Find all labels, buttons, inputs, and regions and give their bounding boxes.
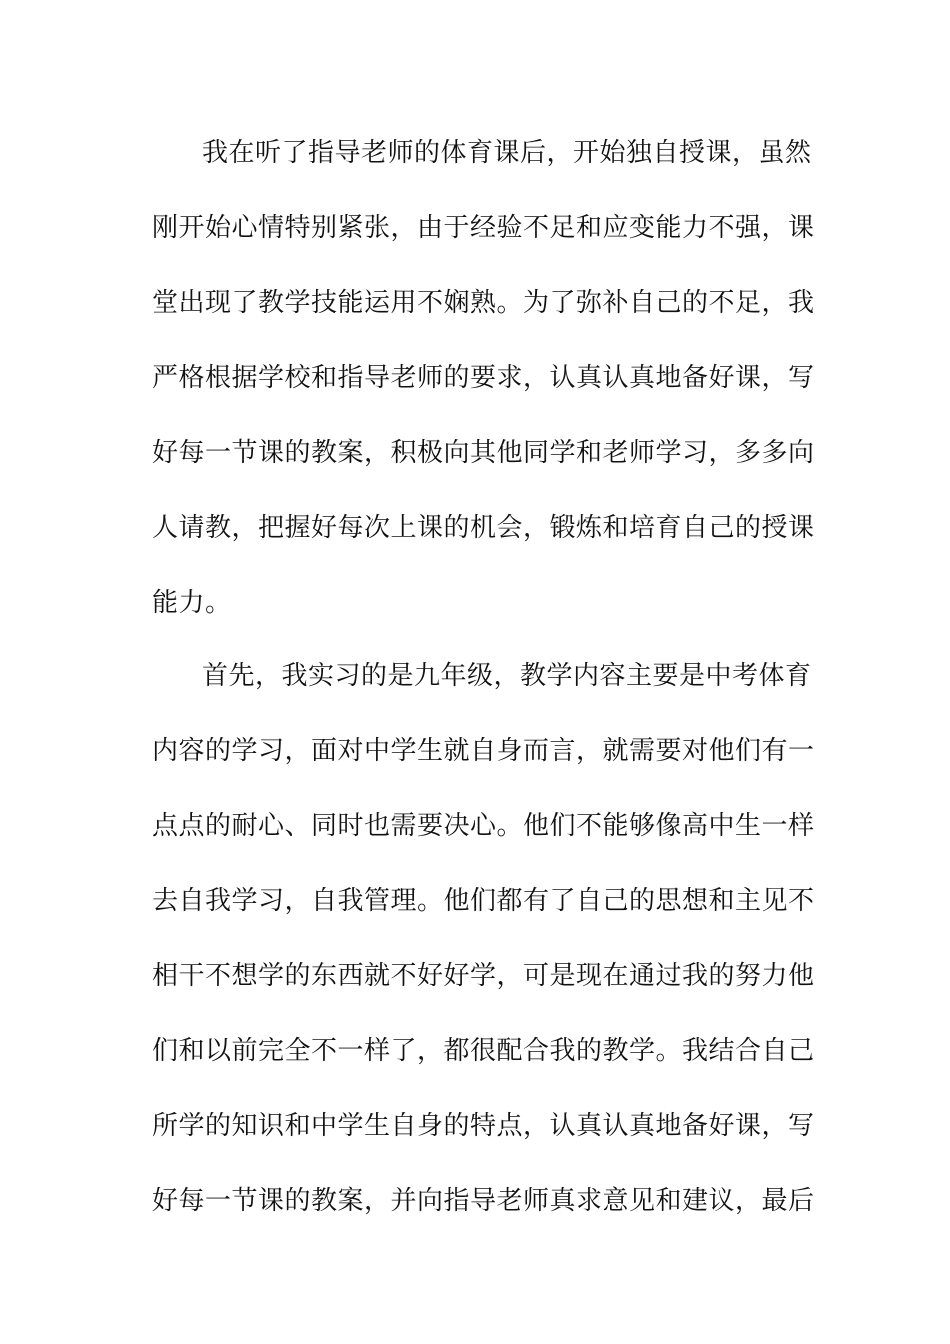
paragraph-1-line-7: 能力。 — [152, 588, 232, 618]
paragraph-1-line-1: 我在听了指导老师的体育课后，开始独自授课，虽然 — [202, 138, 812, 168]
paragraph-2-line-5: 相干不想学的东西就不好好学，可是现在通过我的努力他 — [152, 961, 815, 991]
paragraph-1-line-4: 严格根据学校和指导老师的要求，认真认真地备好课，写 — [152, 363, 815, 393]
paragraph-1-line-3: 堂出现了教学技能运用不娴熟。为了弥补自己的不足，我 — [152, 288, 815, 318]
paragraph-2-line-7: 所学的知识和中学生自身的特点，认真认真地备好课，写 — [152, 1111, 815, 1141]
paragraph-1-line-5: 好每一节课的教案，积极向其他同学和老师学习，多多向 — [152, 438, 815, 468]
paragraph-2-line-4: 去自我学习，自我管理。他们都有了自己的思想和主见不 — [152, 886, 815, 916]
paragraph-1-line-2: 刚开始心情特别紧张，由于经验不足和应变能力不强，课 — [152, 213, 815, 243]
paragraph-2-line-3: 点点的耐心、同时也需要决心。他们不能够像高中生一样 — [152, 811, 815, 841]
paragraph-2-line-1: 首先，我实习的是九年级，教学内容主要是中考体育 — [202, 661, 812, 691]
paragraph-2-line-2: 内容的学习，面对中学生就自身而言，就需要对他们有一 — [152, 736, 815, 766]
paragraph-2-line-6: 们和以前完全不一样了，都很配合我的教学。我结合自己 — [152, 1036, 815, 1066]
paragraph-1-line-6: 人请教，把握好每次上课的机会，锻炼和培育自己的授课 — [152, 513, 815, 543]
paragraph-2-line-8: 好每一节课的教案，并向指导老师真求意见和建议，最后 — [152, 1186, 815, 1216]
